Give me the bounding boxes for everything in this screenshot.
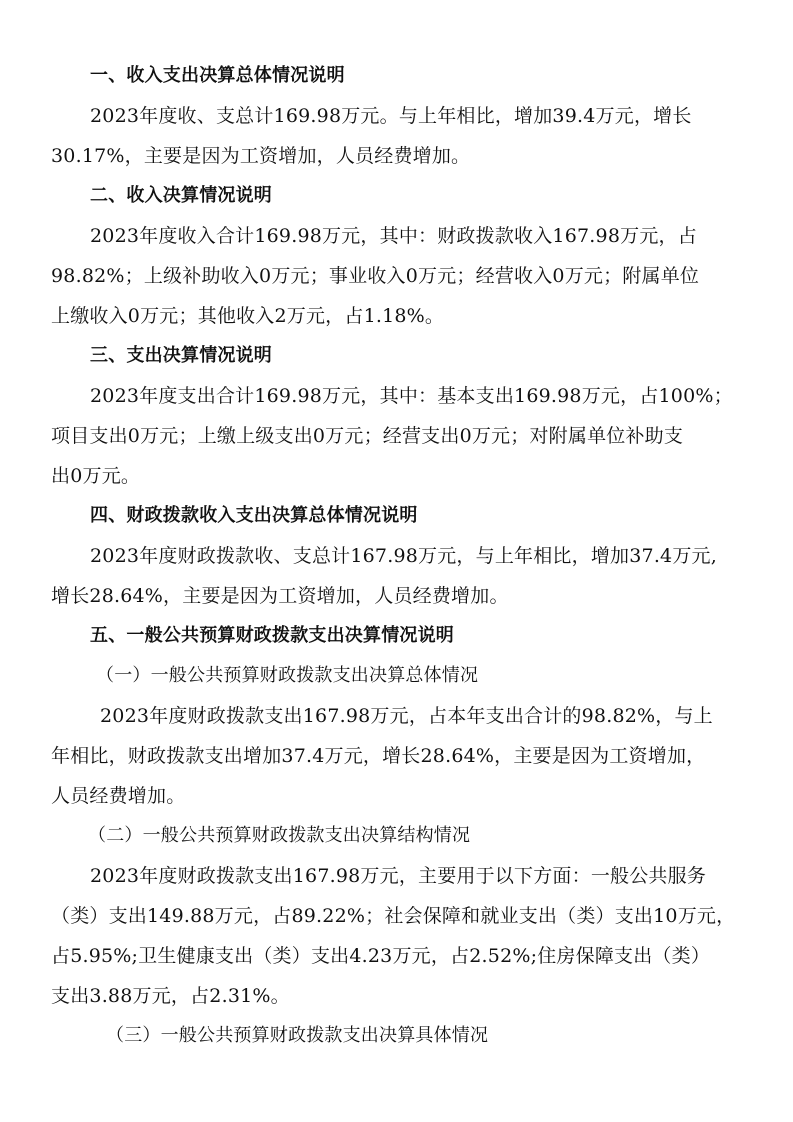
paragraph-line: 2023年度财政拨款收、支总计167.98万元，与上年相比，增加37.4万元, (90, 545, 717, 567)
section-heading: 四、财政拨款收入支出决算总体情况说明 (90, 505, 418, 526)
paragraph-line: 98.82%；上级补助收入0万元；事业收入0万元；经营收入0万元；附属单位 (51, 265, 700, 287)
subsection-heading: （一）一般公共预算财政拨款支出决算总体情况 (96, 665, 479, 686)
paragraph-line: 支出3.88万元，占2.31%。 (51, 985, 290, 1007)
paragraph-line: 2023年度财政拨款支出167.98万元，主要用于以下方面：一般公共服务 (90, 865, 707, 887)
subsection-heading: （三）一般公共预算财政拨款支出决算具体情况 (106, 1025, 489, 1046)
section-heading: 一、收入支出决算总体情况说明 (90, 65, 345, 86)
paragraph-line: 30.17%，主要是因为工资增加，人员经费增加。 (51, 145, 471, 167)
paragraph-line: 占5.95%;卫生健康支出（类）支出4.23万元，占2.52%;住房保障支出（类） (51, 945, 711, 967)
subsection-heading: （二）一般公共预算财政拨款支出决算结构情况 (88, 825, 471, 846)
paragraph-line: 项目支出0万元；上缴上级支出0万元；经营支出0万元；对附属单位补助支 (51, 425, 684, 447)
section-heading: 五、一般公共预算财政拨款支出决算情况说明 (90, 625, 454, 646)
paragraph-line: 增长28.64%，主要是因为工资增加，人员经费增加。 (51, 585, 509, 607)
paragraph-line: （类）支出149.88万元，占89.22%；社会保障和就业支出（类）支出10万元， (51, 905, 736, 927)
paragraph-line: 人员经费增加。 (51, 785, 186, 807)
paragraph-line: 出0万元。 (51, 465, 141, 487)
section-heading: 三、支出决算情况说明 (90, 345, 272, 366)
section-heading: 二、收入决算情况说明 (90, 185, 272, 206)
paragraph-line: 2023年度收入合计169.98万元，其中：财政拨款收入167.98万元，占 (90, 225, 697, 247)
paragraph-line: 年相比，财政拨款支出增加37.4万元，增长28.64%，主要是因为工资增加， (51, 745, 706, 767)
paragraph-line: 2023年度财政拨款支出167.98万元，占本年支出合计的98.82%，与上 (100, 705, 713, 727)
paragraph-line: 上缴收入0万元；其他收入2万元，占1.18%。 (51, 305, 445, 327)
paragraph-line: 2023年度支出合计169.98万元，其中：基本支出169.98万元，占100%； (90, 385, 733, 407)
paragraph-line: 2023年度收、支总计169.98万元。与上年相比，增加39.4万元，增长 (90, 105, 692, 127)
